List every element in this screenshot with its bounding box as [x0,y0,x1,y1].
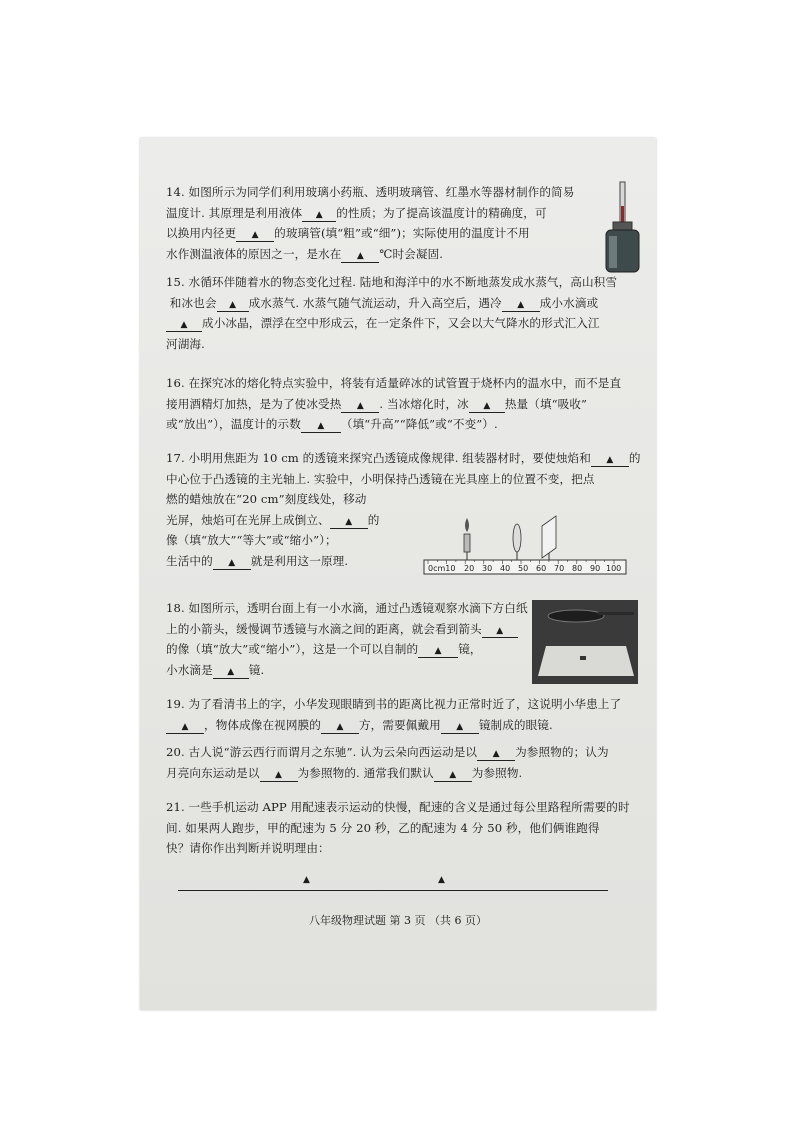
ruler-label: 90 [590,564,601,573]
q18-text: 小水滴是 [166,662,213,677]
answer-blank[interactable]: ▲ [341,250,379,263]
question-16 [166,373,621,435]
answer-blank[interactable]: ▲ [321,721,359,734]
q15-text: 成小水滴或 [539,295,599,310]
q14-text: 的性质；为了提高该温度计的精确度，可 [336,205,547,220]
ruler-label: 20 [464,564,475,573]
q20-text: 20. 古人说“游云西行而谓月之东驰”. 认为云朵向西运动是以 [166,745,478,759]
ruler-label: 40 [500,564,511,573]
q20-text: 为参照物的. 通常我们默认 [297,765,434,780]
answer-blank[interactable]: ▲ [477,748,515,761]
answer-blank[interactable]: ▲ [166,721,204,734]
question-15 [166,272,617,354]
answer-blank[interactable]: ▲ [301,420,341,433]
question-20 [166,742,609,783]
q20-text: 月亮向东运动是以 [166,765,260,780]
ruler-label: 70 [554,564,565,573]
answer-blank[interactable]: ▲ [591,454,629,467]
answer-blank[interactable]: ▲ [260,769,298,782]
answer-blank[interactable]: ▲ [341,400,379,413]
q20-text: 为参照物的；认为 [515,745,609,759]
q15-line4: 河湖海. [166,336,205,351]
q17-text: 的 [367,512,380,527]
q15-text: 和冰也会 [169,295,217,310]
thermometer-bottle-figure [600,180,648,276]
q16-line1: 16. 在探究冰的熔化特点实验中，将装有适量碎冰的试管置于烧杯内的温水中，而不是直 [166,376,622,390]
answer-blank[interactable]: ▲ [302,209,336,222]
answer-blank[interactable]: ▲ [213,557,251,570]
ruler-label: 30 [482,564,493,573]
q14-text: 水作测温液体的原因之一，是水在 [166,246,342,261]
question-18 [166,598,528,680]
q17-text: 的 [628,451,641,465]
q17-text: 生活中的 [166,553,213,568]
answer-blank[interactable]: ▲ [236,229,274,242]
ruler-label: 100 [606,564,622,573]
q18-text: 镜. [248,662,265,677]
q19-text: ，物体成像在视网膜的 [204,717,321,732]
q16-text: . 当冰熔化时，冰 [379,396,469,411]
ruler-label: 60 [536,564,547,573]
q21-line2: 间. 如果两人跑步，甲的配速为 5 分 20 秒，乙的配速为 4 分 50 秒，他们俩谁跑得 [166,820,600,835]
q16-text: 热量（填“吸收” [504,396,588,411]
answer-blank[interactable]: ▲ [213,666,249,679]
q18-text: 的像（填“放大”或“缩小”），这是一个可以自制的 [166,642,419,656]
water-drop-photo [532,600,638,684]
question-19 [166,694,621,735]
q19-text: 镜制成的眼镜. [478,717,553,732]
optical-bench-figure [418,498,632,578]
q21-line1: 21. 一些手机运动 APP 用配速表示运动的快慢，配速的含义是通过每公里路程所需要的时 [166,800,630,814]
q17-line2: 中心位于凸透镜的主光轴上. 实验中，小明保持凸透镜在光具座上的位置不变，把点 [166,471,595,486]
answer-blank[interactable]: ▲ [469,400,505,413]
answer-blank[interactable]: ▲ [330,516,368,529]
answer-blank[interactable]: ▲ [502,299,540,312]
answer-blank[interactable]: ▲ [434,769,472,782]
q17-text: 就是利用这一原理. [250,553,349,568]
q15-line1: 15. 水循环伴随着水的物态变化过程. 陆地和海洋中的水不断地蒸发成水蒸气，高山积雪 [166,275,618,289]
q17-line3: 燃的蜡烛放在“20 cm”刻度线处，移动 [166,492,367,506]
answer-mark: ▲ [438,875,445,885]
answer-blank[interactable]: ▲ [441,721,479,734]
q19-line1: 19. 为了看清书上的字，小华发现眼睛到书的距离比视力正常时近了，这说明小华患上了 [166,697,622,711]
q14-text: 的玻璃管(填“粗”或“细”)；实际使用的温度计不用 [274,226,530,240]
q18-text: 上的小箭头，缓慢调节透镜与水滴之间的距离，就会看到箭头 [166,621,482,636]
q16-text: （填“升高”“降低”或“不变”）. [340,417,498,431]
answer-mark: ▲ [303,875,310,885]
ruler-label: 50 [518,564,529,573]
answer-blank[interactable]: ▲ [482,625,518,638]
q18-line1: 18. 如图所示，透明台面上有一小水滴，通过凸透镜观察水滴下方白纸 [166,601,528,615]
q17-text: 17. 小明用焦距为 10 cm 的透镜来探究凸透镜成像规律. 组装器材时，要使烛焰和 [166,451,591,465]
page-footer: 八年级物理试题 第 3 页 （共 6 页） [309,914,487,927]
q16-text: 接用酒精灯加热，是为了使冰受热 [166,396,342,411]
q15-text: 成水蒸气. 水蒸气随气流运动，升入高空后，遇冷 [248,295,502,310]
q17-line5: 像（填“放大”“等大”或“缩小”）； [166,533,337,547]
q18-text: 镜， [458,642,482,656]
q14-line1: 14. 如图所示为同学们利用玻璃小药瓶、透明玻璃管、红墨水等器材制作的简易 [166,185,575,199]
q21-answer-line[interactable] [178,875,608,891]
q17-text: 光屏，烛焰可在光屏上成倒立、 [166,512,330,527]
q14-text: 温度计. 其原理是利用液体 [166,205,303,220]
q15-text: 成小冰晶，漂浮在空中形成云，在一定条件下，又会以大气降水的形式汇入江 [202,316,600,330]
q16-text: 或“放出”），温度计的示数 [166,417,301,431]
answer-blank[interactable]: ▲ [166,319,202,332]
q20-text: 为参照物. [471,765,523,780]
ruler-label: 80 [572,564,583,573]
q21-line3: 快？请你作出判断并说明理由： [166,841,330,855]
question-14 [166,182,574,264]
exam-page [140,138,656,1010]
answer-blank[interactable]: ▲ [217,299,249,312]
answer-blank[interactable]: ▲ [418,645,458,658]
q14-text: 以换用内径更 [166,226,237,240]
q14-text: ℃时会凝固. [379,246,444,261]
question-21 [166,797,630,859]
q19-text: 方，需要佩戴用 [358,717,441,732]
ruler-label: 0cm10 [428,564,456,573]
